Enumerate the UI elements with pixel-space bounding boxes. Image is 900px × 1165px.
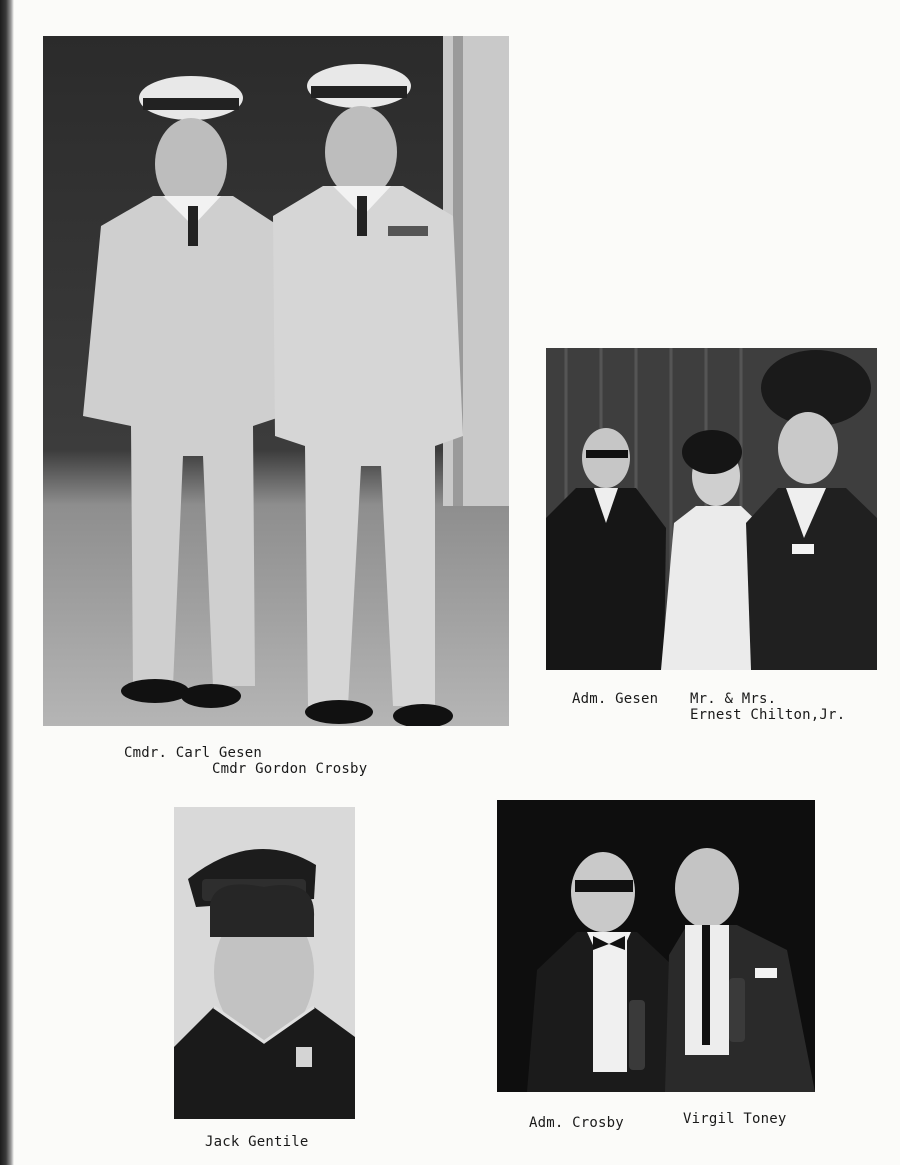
toast-caption-left: Adm. Crosby [529,1115,624,1131]
reception-photo [546,348,877,670]
toast-photo [497,800,815,1092]
officers-caption-line1: Cmdr. Carl Gesen [124,745,263,761]
sailor-caption: Jack Gentile [205,1134,309,1150]
reception-caption-right-line1: Mr. & Mrs. [690,691,777,707]
officers-caption-line2: Cmdr Gordon Crosby [212,761,368,777]
officers-photo [43,36,509,726]
page-binding-edge [0,0,14,1165]
sailor-photo [174,807,355,1119]
toast-caption-right: Virgil Toney [683,1111,787,1127]
reception-caption-right-line2: Ernest Chilton,Jr. [690,707,846,723]
reception-caption-left: Adm. Gesen [572,691,659,707]
